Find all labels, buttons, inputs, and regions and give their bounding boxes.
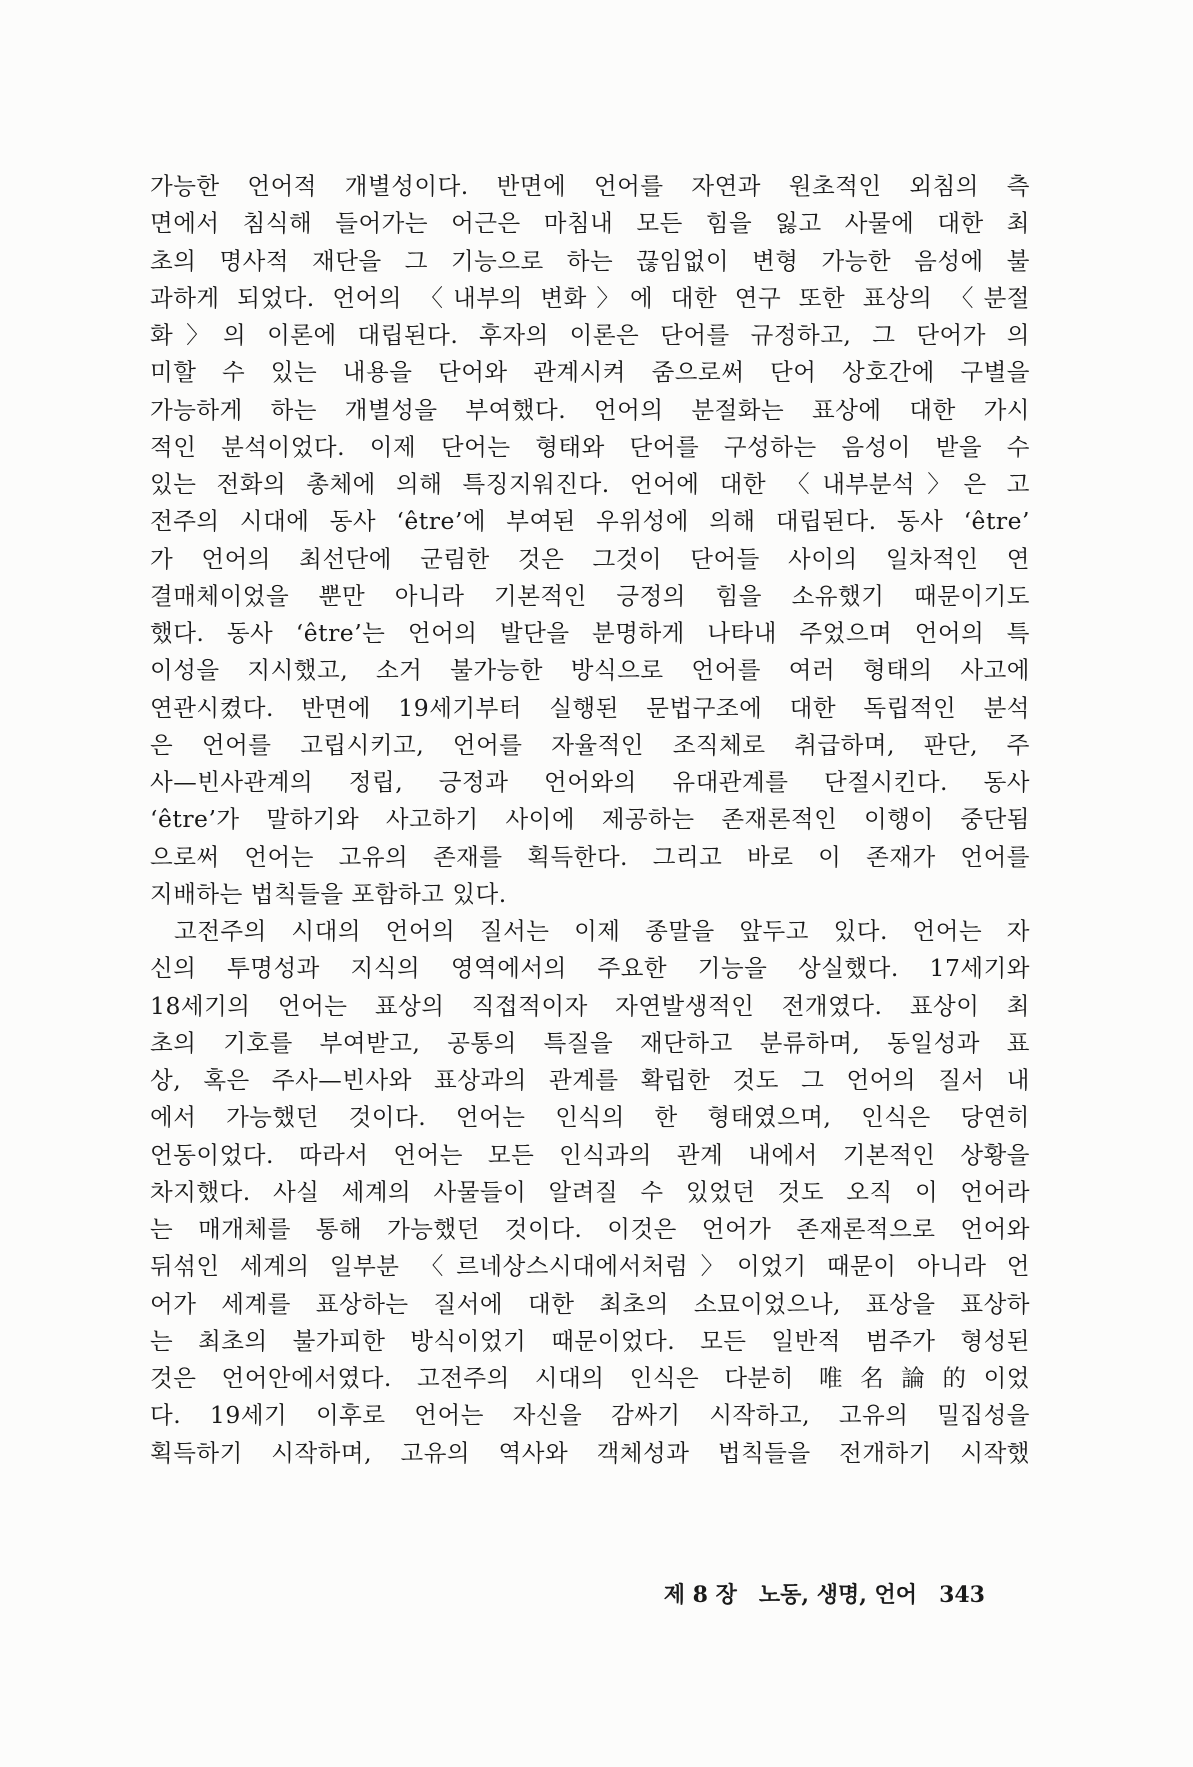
text-line: 화〉의 이론에 대립된다. 후자의 이론은 단어를 규정하고, 그 단어가 의 xyxy=(150,321,1030,349)
page-number: 343 xyxy=(939,1582,985,1608)
text-line: 으로써 언어는 고유의 존재를 획득한다. 그리고 바로 이 존재가 언어를 xyxy=(150,842,1030,871)
text-line: 는 최초의 불가피한 방식이었기 때문이었다. 모든 일반적 범주가 형성된 xyxy=(150,1326,1030,1355)
text-line: 18세기의 언어는 표상의 직접적이자 자연발생적인 전개였다. 표상이 최 xyxy=(150,991,1030,1020)
text-line: 가능하게 하는 개별성을 부여했다. 언어의 분절화는 표상에 대한 가시 xyxy=(150,395,1030,424)
text-line: 전주의 시대에 동사 ‘être’에 부여된 우위성에 의해 대립된다. 동사 ‘être’ xyxy=(150,507,1030,536)
running-footer xyxy=(664,1578,985,1609)
text-line: ‘être’가 말하기와 사고하기 사이에 제공하는 존재론적인 이행이 중단됨 xyxy=(150,805,1030,834)
text-line: 미할 수 있는 내용을 단어와 관계시켜 줌으로써 단어 상호간에 구별을 xyxy=(150,358,1030,387)
text-line: 것은 언어안에서였다. 고전주의 시대의 인식은 다분히 唯名論的이었 xyxy=(150,1364,1030,1392)
text-line: 결매체이었을 뿐만 아니라 기본적인 긍정의 힘을 소유했기 때문이기도 xyxy=(150,581,1030,610)
text-line: 초의 기호를 부여받고, 공통의 특질을 재단하고 분류하며, 동일성과 표 xyxy=(150,1028,1030,1057)
text-line: 다. 19세기 이후로 언어는 자신을 감싸기 시작하고, 고유의 밀집성을 xyxy=(150,1401,1030,1430)
text-line: 차지했다. 사실 세계의 사물들이 알려질 수 있었던 것도 오직 이 언어라 xyxy=(150,1177,1030,1206)
text-line: 는 매개체를 통해 가능했던 것이다. 이것은 언어가 존재론적으로 언어와 xyxy=(150,1215,1030,1243)
text-line: 뒤섞인 세계의 일부분 〈르네상스시대에서처럼〉이었기 때문이 아니라 언 xyxy=(150,1252,1030,1281)
text-line: 했다. 동사 ‘être’는 언어의 발단을 분명하게 나타내 주었으며 언어의 특 xyxy=(150,619,1030,647)
text-line: 이성을 지시했고, 소거 불가능한 방식으로 언어를 여러 형태의 사고에 xyxy=(150,656,1030,685)
chapter-title: 노동, 생명, 언어 xyxy=(758,1582,918,1608)
text-line: 에서 가능했던 것이다. 언어는 인식의 한 형태였으며, 인식은 당연히 xyxy=(150,1103,1030,1132)
text-line: 연관시켰다. 반면에 19세기부터 실행된 문법구조에 대한 독립적인 분석 xyxy=(150,693,1030,722)
text-line: 있는 전화의 총체에 의해 특징지워진다. 언어에 대한 〈내부분석〉은 고 xyxy=(150,470,1030,498)
text-line: 가능한 언어적 개별성이다. 반면에 언어를 자연과 원초적인 외침의 측 xyxy=(150,172,1030,200)
text-line: 면에서 침식해 들어가는 어근은 마침내 모든 힘을 잃고 사물에 대한 최 xyxy=(150,209,1030,238)
text-line: 획득하기 시작하며, 고유의 역사와 객체성과 법칙들을 전개하기 시작했 xyxy=(150,1438,1030,1467)
text-line: 적인 분석이었다. 이제 단어는 형태와 단어를 구성하는 음성이 받을 수 xyxy=(150,432,1030,461)
text-line: 신의 투명성과 지식의 영역에서의 주요한 기능을 상실했다. 17세기와 xyxy=(150,954,1030,983)
text-line: 언동이었다. 따라서 언어는 모든 인식과의 관계 내에서 기본적인 상황을 xyxy=(150,1140,1030,1169)
text-line: 과하게 되었다. 언어의 〈내부의 변화〉에 대한 연구 또한 표상의 〈분절 xyxy=(150,283,1030,312)
chapter-label: 제 8 장 xyxy=(663,1582,737,1608)
text-line: 초의 명사적 재단을 그 기능으로 하는 끊임없이 변형 가능한 음성에 불 xyxy=(150,246,1030,275)
paragraph-start-line: 고전주의 시대의 언어의 질서는 이제 종말을 앞두고 있다. 언어는 자 xyxy=(174,917,1030,945)
text-line: 어가 세계를 표상하는 질서에 대한 최초의 소묘이었으나, 표상을 표상하 xyxy=(150,1289,1030,1318)
text-line: 은 언어를 고립시키고, 언어를 자율적인 조직체로 취급하며, 판단, 주 xyxy=(150,730,1030,759)
text-line: 사—빈사관계의 정립, 긍정과 언어와의 유대관계를 단절시킨다. 동사 xyxy=(150,768,1030,796)
text-line: 상, 혹은 주사—빈사와 표상과의 관계를 확립한 것도 그 언어의 질서 내 xyxy=(150,1066,1030,1094)
text-line: 가 언어의 최선단에 군림한 것은 그것이 단어들 사이의 일차적인 연 xyxy=(150,544,1030,573)
body-text xyxy=(150,168,1030,1472)
paragraph-end-line: 지배하는 법칙들을 포함하고 있다. xyxy=(150,879,507,908)
